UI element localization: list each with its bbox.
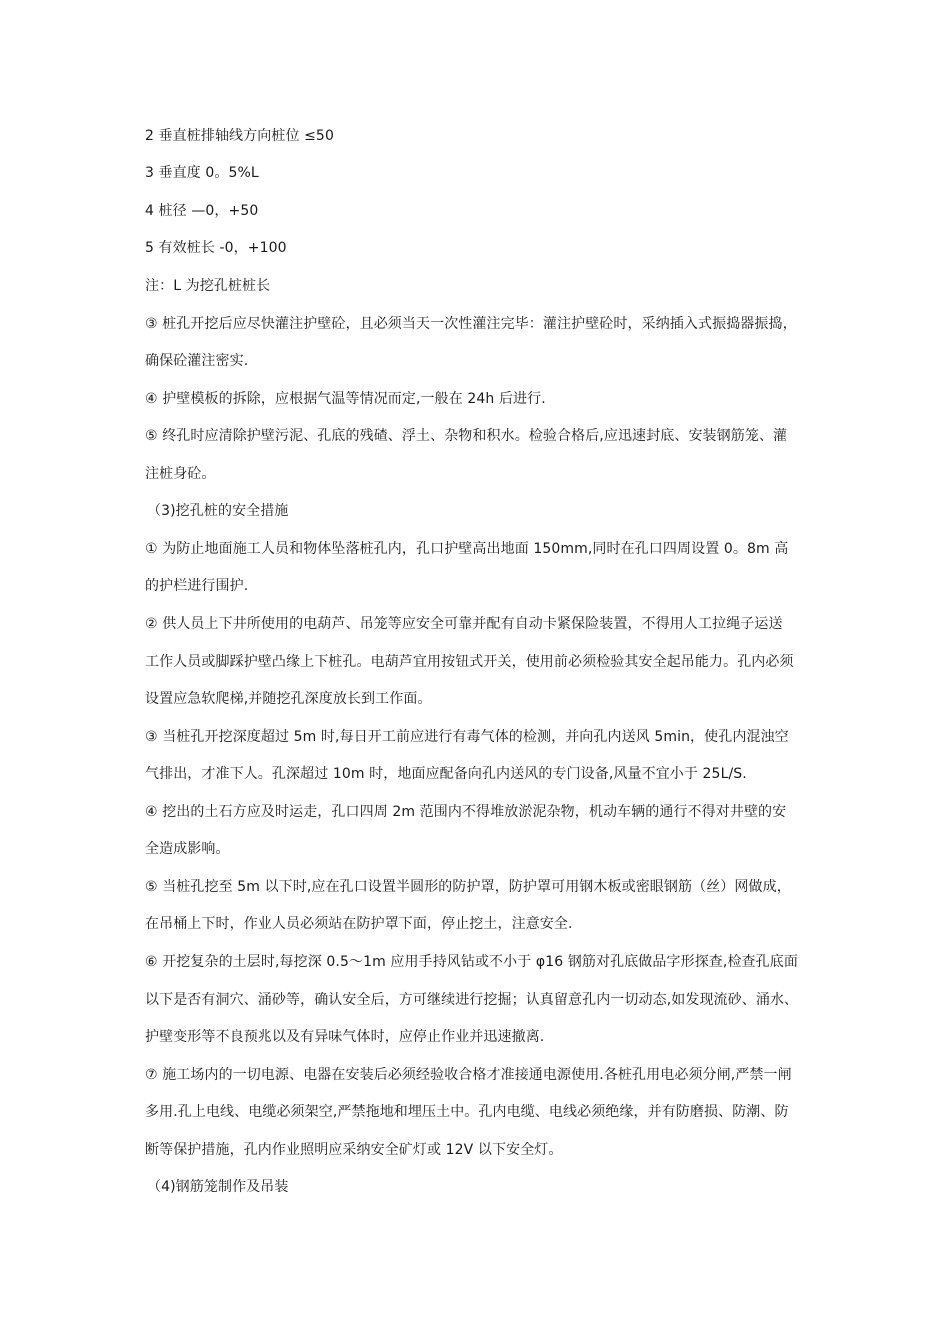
spec-item-4: 4 桩径 —0，+50 [145,203,259,219]
paragraph-line: 断等保护措施，孔内作业照明应采纳安全矿灯或 12V 以下安全灯。 [145,1142,563,1158]
paragraph-line: 在吊桶上下时，作业人员必须站在防护罩下面，停止挖土，注意安全. [145,916,573,932]
paragraph-line: ⑤ 终孔时应清除护壁污泥、孔底的残碴、浮土、杂物和积水。检验合格后,应迅速封底、安装钢筋笼、灌 [145,428,788,444]
paragraph-line: 多用.孔上电线、电缆必须架空,严禁拖地和埋压土中。孔内电缆、电线必须绝缘，并有防磨损、防潮、防 [145,1104,789,1120]
spec-item-5: 5 有效桩长 -0，+100 [145,240,287,256]
paragraph-line: ④ 护壁模板的拆除，应根据气温等情况而定,一般在 24h 后进行. [145,391,546,407]
paragraph-line: ⑥ 开挖复杂的土层时,每挖深 0.5～1m 应用手持风钻或不小于 φ16 钢筋对孔底做品字形探查,检查孔底面 [145,954,798,970]
paragraph-line: ① 为防止地面施工人员和物体坠落桩孔内，孔口护壁高出地面 150mm,同时在孔口四周设置 0。8m 高 [145,541,789,557]
paragraph-line: ③ 当桩孔开挖深度超过 5m 时,每日开工前应进行有毒气体的检测，并向孔内送风 5min，使孔内混浊空 [145,729,789,745]
note-line: 注：L 为挖孔桩桩长 [145,278,271,294]
paragraph-line: 设置应急软爬梯,并随挖孔深度放长到工作面。 [145,691,432,707]
paragraph-line: ⑦ 施工场内的一切电源、电器在安装后必须经验收合格才准接通电源使用.各桩孔用电必须分闸,严禁一闸 [145,1067,792,1083]
paragraph-line: 气排出，才准下人。孔深超过 10m 时，地面应配备向孔内送风的专门设备,风量不宜小于 25L/S. [145,766,747,782]
paragraph-line: 的护栏进行围护. [145,578,249,594]
section-heading-4: （4)钢筋笼制作及吊装 [147,1179,289,1195]
paragraph-line: 确保砼灌注密实. [145,353,249,369]
spec-item-3: 3 垂直度 0。5%L [145,165,259,181]
paragraph-line: ② 供人员上下井所使用的电葫芦、吊笼等应安全可靠并配有自动卡紧保险装置，不得用人工拉绳子运送 [145,616,783,632]
paragraph-line: ⑤ 当桩孔挖至 5m 以下时,应在孔口设置半圆形的防护罩，防护罩可用钢木板或密眼钢筋（丝）网做成， [145,879,791,895]
paragraph-line: 护壁变形等不良预兆以及有异味气体时，应停止作业并迅速撤离. [145,1029,545,1045]
paragraph-line: 全造成影响。 [145,841,230,857]
paragraph-line: ③ 桩孔开挖后应尽快灌注护壁砼，且必须当天一次性灌注完毕：灌注护壁砼时，采纳插入式振捣器振捣， [145,316,797,332]
paragraph-line: ④ 挖出的土石方应及时运走，孔口四周 2m 范围内不得堆放淤泥杂物，机动车辆的通行不得对井壁的安 [145,804,787,820]
paragraph-line: 以下是否有洞穴、涌砂等，确认安全后，方可继续进行挖掘；认真留意孔内一切动态,如发现流砂、涌水、 [145,992,799,1008]
spec-item-2: 2 垂直桩排轴线方向桩位 ≤50 [145,128,334,144]
paragraph-line: 工作人员或脚踩护壁凸缘上下桩孔。电葫芦宜用按钮式开关，使用前必须检验其安全起吊能力。孔内必须 [145,654,794,670]
paragraph-line: 注桩身砼。 [145,466,216,482]
section-heading-3: （3)挖孔桩的安全措施 [147,503,289,519]
